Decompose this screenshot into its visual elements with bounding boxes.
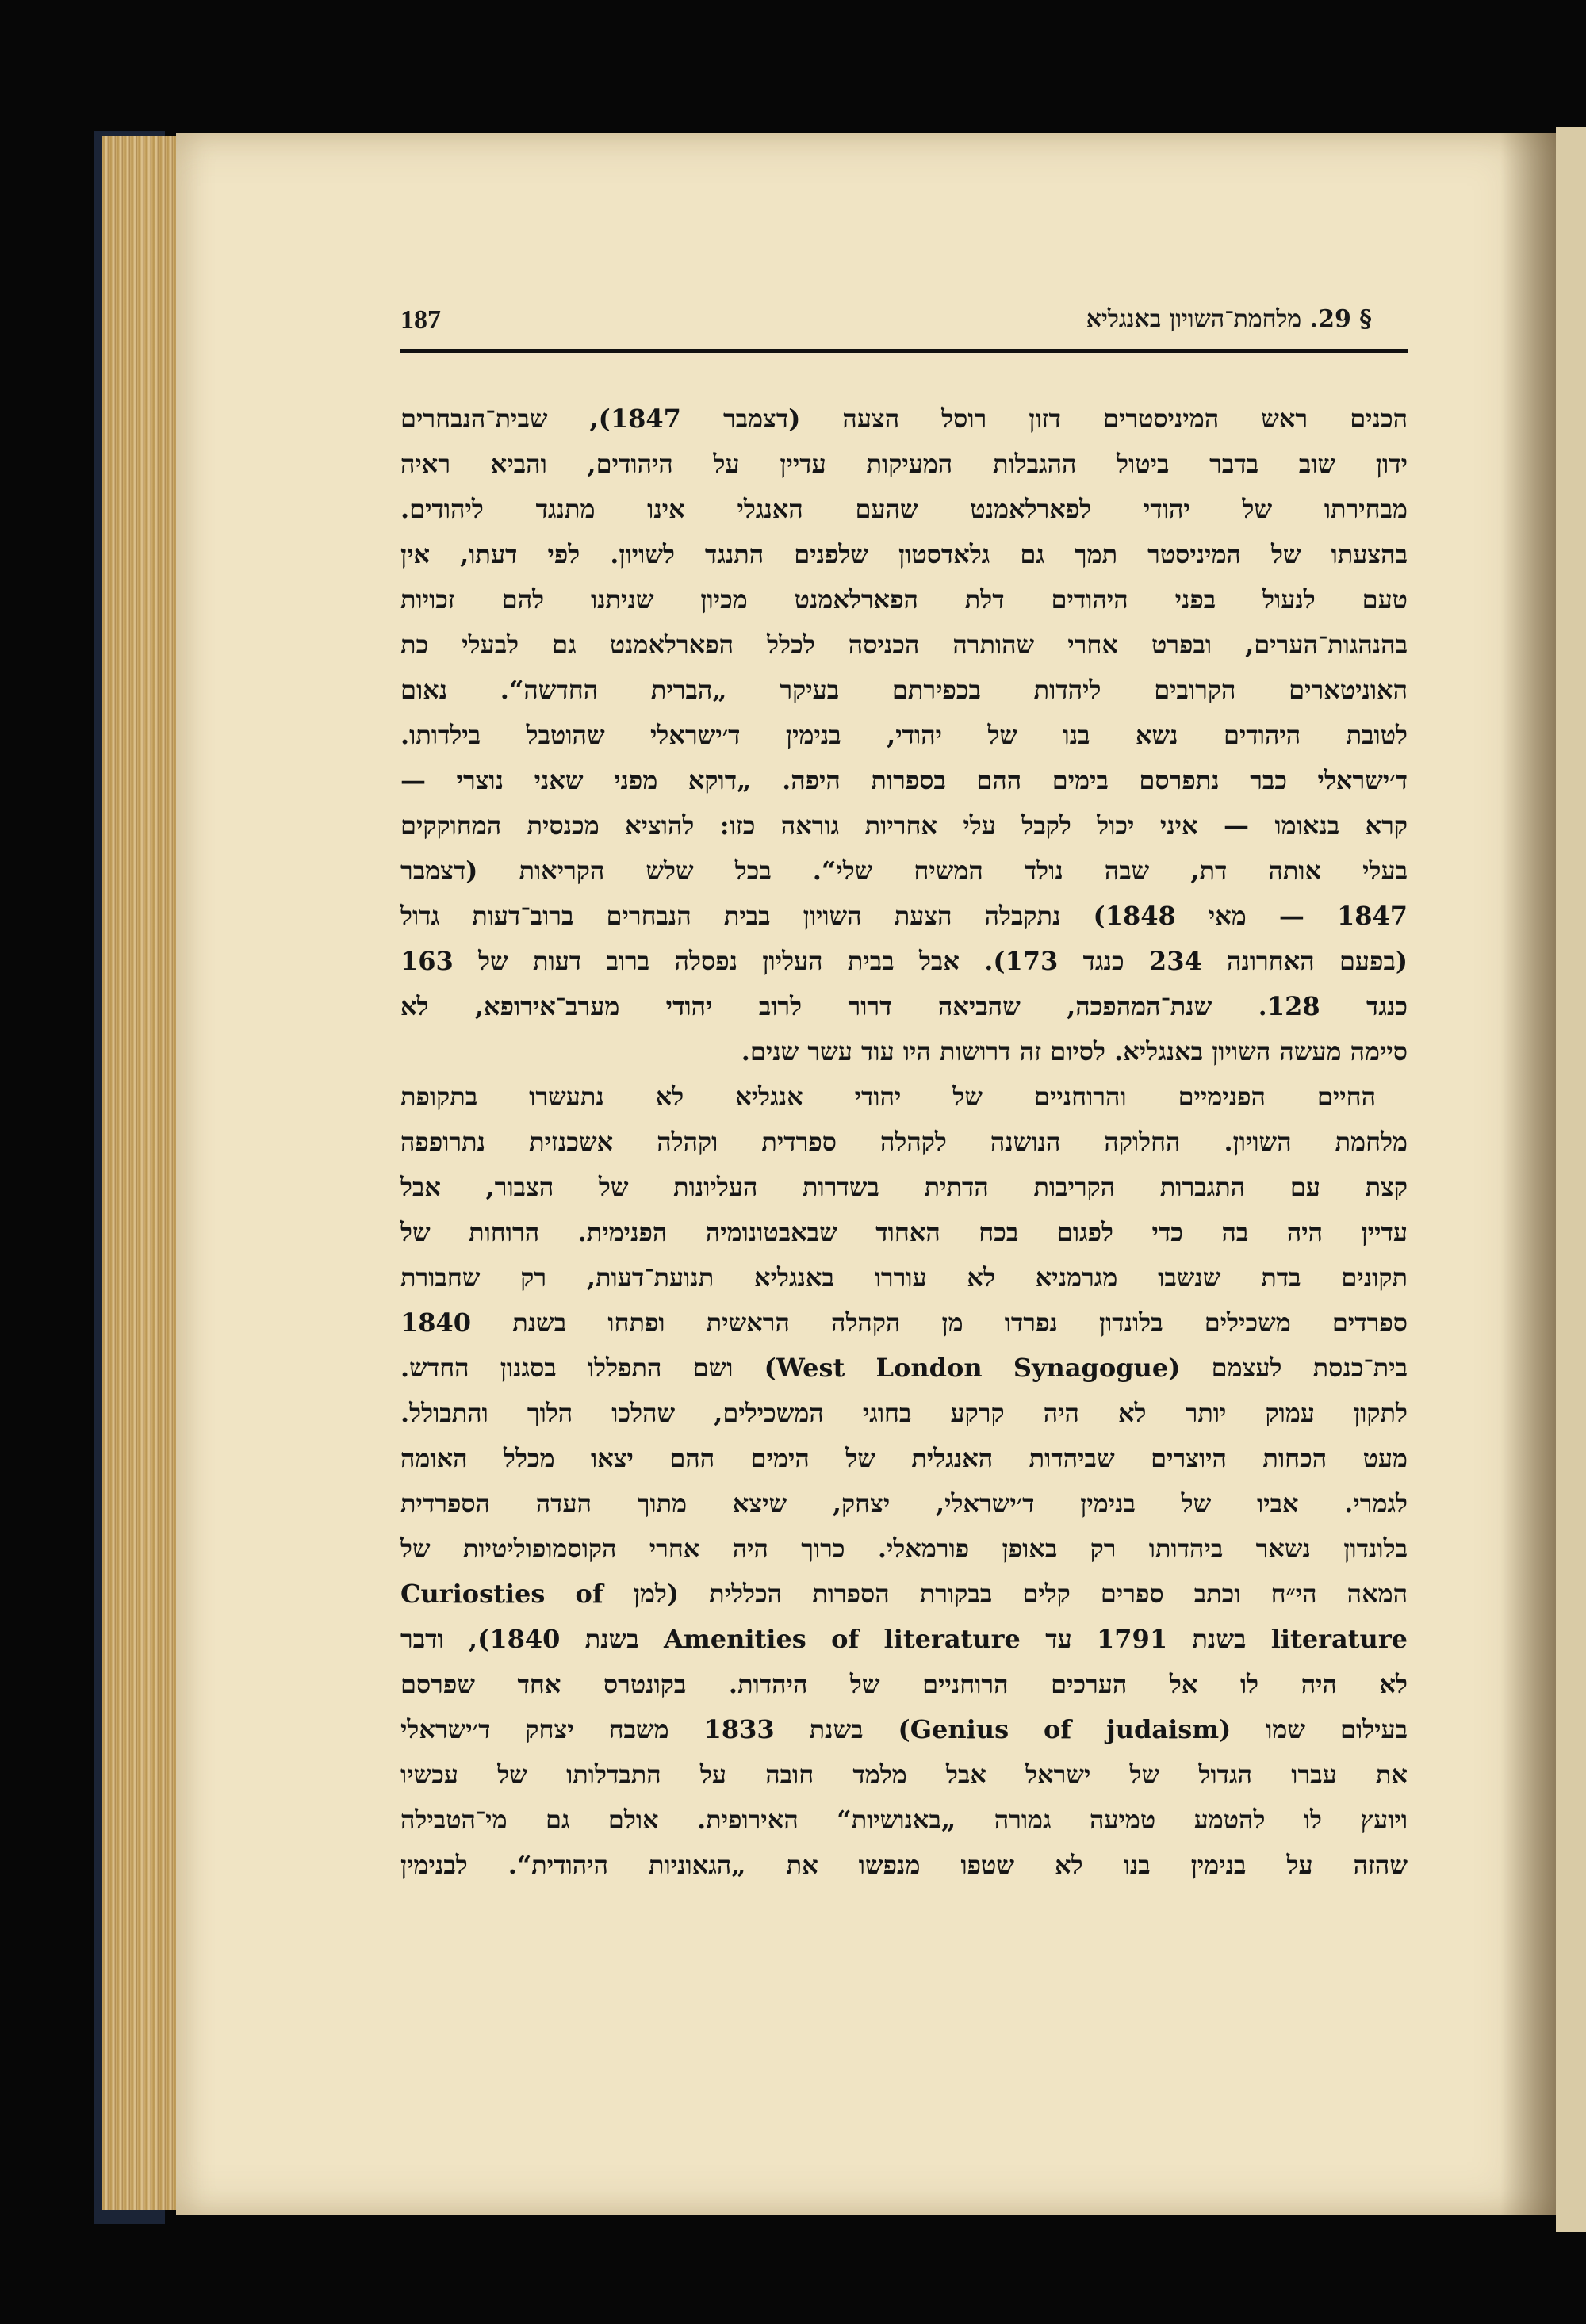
text-line: ד׳ישראלי כבר נתפרסם בימים ההם בספרות היפה. „דוקא מפני שאני נוצרי — bbox=[400, 765, 1408, 795]
text-line: המאה הי״ח וכתב ספרים קלים בבקורת הספרות הכללית (למן Curiosties of bbox=[400, 1579, 1408, 1609]
body-text bbox=[400, 396, 1408, 1888]
text-line: מבחירתו של יהודי לפארלאמנט שהעם האנגלי אינו מתנגד ליהודים. bbox=[400, 494, 1408, 524]
facing-page-edge bbox=[1556, 127, 1586, 2232]
page-number: 187 bbox=[400, 305, 441, 335]
text-line: הכנים ראש המיניסטרים דזון רוסל הצעה (דצמבר 1847), שבית־הנבחרים bbox=[400, 404, 1408, 434]
text-line: ידון שוב בדבר ביטול ההגבלות המעיקות עדיין על היהודים, והביא ראיה bbox=[400, 449, 1408, 479]
text-line: (בפעם האחרונה 234 כנגד 173). אבל בבית העליון נפסלה ברוב דעות של 163 bbox=[400, 946, 1408, 976]
text-line: האוניטארים הקרובים ליהדות בכפירתם בעיקר „הברית החדשה“. נאום bbox=[400, 675, 1408, 705]
text-line: לטובת היהודים נשא בנו של יהודי, בנימין ד׳ישראלי שהוטבל בילדותו. bbox=[400, 720, 1408, 750]
text-line: תקונים בדת שנשבו מגרמניא לא עוררו באנגליא תנועת־דעות, רק שחבורת bbox=[400, 1262, 1408, 1292]
text-line: כנגד 128. שנת־המהפכה, שהביאה דרור לרוב יהודי מערב־אירופא, לא bbox=[400, 991, 1408, 1021]
text-line: מעט הכחות היוצרים שביהדות האנגלית של הימים ההם יצאו מכלל האומה bbox=[400, 1443, 1408, 1473]
text-line: קצת עם התגברות הקריבות הדתית בשדרות העליונות של הצבור, אבל bbox=[400, 1172, 1408, 1202]
text-line: בית־כנסת לעצמם (West London Synagogue) ושם התפללו בסגנון החדש. bbox=[400, 1353, 1408, 1383]
text-line: טעם לנעול בפני היהודים דלת הפארלאמנט מכיון שניתנו להם זכויות bbox=[400, 584, 1408, 615]
gutter-shadow bbox=[1500, 133, 1556, 2215]
text-line: בהנהגות־הערים, ובפרט אחרי שהותרה הכניסה לכלל הפארלאמנט גם לבעלי כת bbox=[400, 630, 1408, 660]
text-line: החיים הפנימיים והרוחניים של יהודי אנגליא לא נתעשרו בתקופת bbox=[400, 1082, 1376, 1112]
header-rule bbox=[400, 349, 1408, 353]
text-line: מלחמת השויון. החלוקה הנושנה לקהלה ספרדית וקהלה אשכנזית נתרופפה bbox=[400, 1127, 1408, 1157]
page-stack-edge bbox=[102, 136, 177, 2210]
text-line: ויועץ לו להטמע טמיעה גמורה „באנושיות“ האירופית. אולם גם מי־הטבילה bbox=[400, 1805, 1408, 1835]
text-line: literature בשנת 1791 עד Amenities of literature בשנת 1840), ודבר bbox=[400, 1624, 1408, 1654]
text-line: בלונדון נשאר ביהדותו רק באופן פורמאלי. כרוך היה אחרי הקוסמופוליטיות של bbox=[400, 1533, 1408, 1564]
page-header bbox=[400, 305, 1404, 345]
text-line: 1847 — מאי 1848) נתקבלה הצעת השויון בבית הנבחרים ברוב־דעות גדול bbox=[400, 901, 1408, 931]
text-line: סיימה מעשה השויון באנגליא. לסיום זה דרושות היו עוד עשר שנים. bbox=[741, 1036, 1408, 1066]
text-line: בהצעתו של המיניסטר תמך גם גלאדסטון שלפנים התנגד לשויון. לפי דעתו, אין bbox=[400, 539, 1408, 569]
text-line: עדיין היה בה כדי לפגום בכח האחוד שבאבטונומיה הפנימית. הרוחות של bbox=[400, 1217, 1408, 1247]
running-head: § 29. מלחמת־השויון באנגליא bbox=[1086, 305, 1372, 333]
text-line: את עברו הגדול של ישראל אבל מלמד חובה על התבדלותו של עכשיו bbox=[400, 1759, 1408, 1790]
text-line: לגמרי. אביו של בנימין ד׳ישראלי, יצחק, שיצא מתוך העדה הספרדית bbox=[400, 1488, 1408, 1518]
text-line: לא היה לו אל הערכים הרוחניים של היהדות. בקונטרס אחד שפרסם bbox=[400, 1669, 1408, 1699]
text-line: לתקון עמוק יותר לא היה קרקע בחוגי המשכילים, שהלכו הלוך והתבולל. bbox=[400, 1398, 1408, 1428]
text-line: קרא בנאומו — איני יכול לקבל עלי אחריות גוראה כזו: להוציא מכנסית המחוקקים bbox=[400, 810, 1408, 840]
text-line: שהזה על בנימין בנו לא שטפו מנפשו את „הגאוניות היהודית“. לבנימין bbox=[400, 1850, 1408, 1880]
text-line: בעלי אותה דת, שבה נולד המשיח שלי“. בכל שלש הקריאות (דצמבר bbox=[400, 856, 1408, 886]
text-line: בעילום שמו (Genius of judaism) בשנת 1833 משבח יצחק ד׳ישראלי bbox=[400, 1714, 1408, 1744]
text-line: ספרדים משכילים בלונדון נפרדו מן הקהלה הראשית ופתחו בשנת 1840 bbox=[400, 1307, 1408, 1338]
